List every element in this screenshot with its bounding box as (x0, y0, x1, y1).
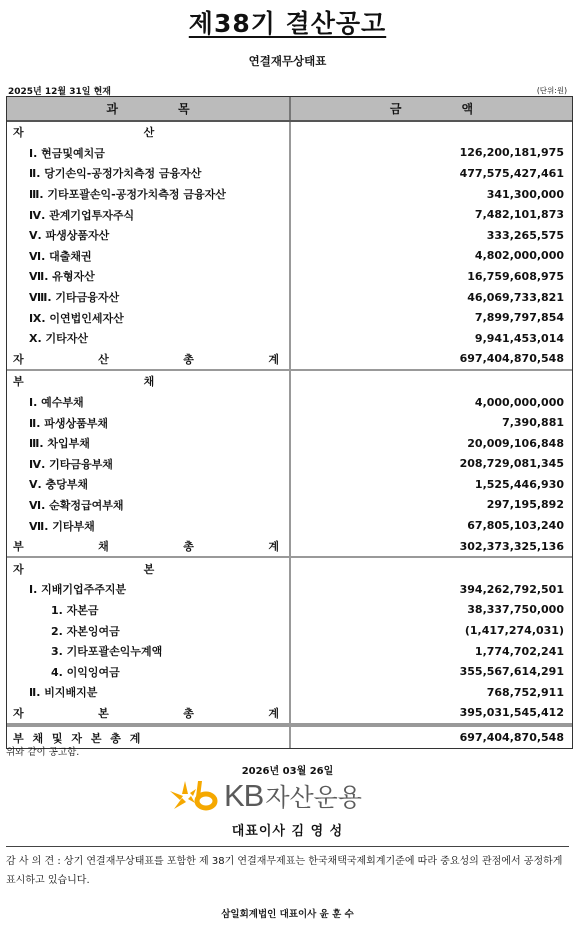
audit-opinion: 감 사 의 견 : 상기 연결재무상태표를 포함한 제 38기 연결재무제표는 한국채택국제회계기준에 따라 중요성의 관점에서 공정하게 표시하고 있습니다. (6, 856, 563, 886)
row-label: Ⅰ. 현금및예치금 (7, 143, 291, 164)
table-row (7, 307, 572, 328)
assets-heading-char: 산 (143, 126, 155, 140)
table-row (7, 287, 572, 308)
table-row (7, 412, 572, 433)
header-amount: 금액 (389, 102, 534, 116)
grand-total-row (7, 725, 572, 748)
auditor-signature: 삼일회계법인 대표이사 윤 훈 수 (221, 909, 354, 920)
row-amount: 7,390,881 (502, 416, 564, 430)
liabilities-total-char: 채 (98, 540, 109, 554)
kb-star-icon (168, 779, 220, 813)
row-amount: 16,759,608,975 (467, 269, 564, 283)
balance-sheet-table (6, 96, 573, 749)
assets-total-char: 산 (98, 352, 109, 366)
row-label: Ⅲ. 차입부채 (7, 433, 291, 454)
liabilities-heading-char: 부 (13, 375, 24, 389)
row-label: Ⅷ. 기타금융자산 (7, 287, 291, 308)
notice-text: 위와 같이 공고함. (6, 747, 80, 758)
header-item: 과목 (7, 97, 291, 120)
equity-heading (7, 558, 291, 579)
table-row (7, 600, 572, 621)
row-label: 2. 자본잉여금 (7, 620, 291, 641)
assets-total-label (7, 349, 291, 370)
assets-total-row (7, 349, 572, 370)
logo-kb-text: KB (224, 778, 264, 813)
row-label: Ⅱ. 파생상품부채 (7, 412, 291, 433)
table-header (7, 97, 572, 122)
table-row (7, 266, 572, 287)
row-label: Ⅴ. 충당부채 (7, 474, 291, 495)
grand-total-amount: 697,404,870,548 (459, 731, 564, 745)
logo-company-text: 자산운용 (265, 783, 362, 812)
row-amount: 208,729,081,345 (459, 457, 564, 471)
table-row (7, 495, 572, 516)
row-label: 3. 기타포괄손익누계액 (7, 641, 291, 662)
table-row (7, 225, 572, 246)
row-label: Ⅵ. 순확정급여부채 (7, 495, 291, 516)
row-label: Ⅸ. 이연법인세자산 (7, 307, 291, 328)
row-label: Ⅶ. 기타부채 (7, 515, 291, 536)
row-label: Ⅲ. 기타포괄손익-공정가치측정 금융자산 (7, 184, 291, 205)
kb-logo (168, 776, 408, 816)
statement-title: 연결재무상태표 (248, 54, 327, 68)
table-row (7, 515, 572, 536)
row-label: Ⅰ. 예수부채 (7, 392, 291, 413)
row-label: Ⅹ. 기타자산 (7, 328, 291, 349)
table-row (7, 682, 572, 703)
table-row (7, 392, 572, 413)
row-label: 4. 이익잉여금 (7, 661, 291, 682)
table-row (7, 184, 572, 205)
row-amount: (1,417,274,031) (464, 624, 564, 638)
row-label: Ⅱ. 당기손익-공정가치측정 금융자산 (7, 163, 291, 184)
row-amount: 126,200,181,975 (459, 146, 564, 160)
table-row (7, 661, 572, 682)
assets-total-char: 자 (13, 352, 24, 366)
row-amount: 297,195,892 (486, 498, 564, 512)
row-label: Ⅶ. 유형자산 (7, 266, 291, 287)
row-amount: 341,300,000 (486, 187, 564, 201)
liabilities-heading (7, 371, 291, 392)
row-amount: 7,899,797,854 (474, 311, 564, 325)
equity-section (7, 558, 572, 725)
row-label: Ⅵ. 대출채권 (7, 246, 291, 267)
row-amount: 7,482,101,873 (474, 208, 564, 222)
liabilities-total-char: 총 (183, 540, 194, 554)
table-row (7, 474, 572, 495)
table-row (7, 641, 572, 662)
table-row (7, 433, 572, 454)
table-row (7, 328, 572, 349)
row-amount: 768,752,911 (486, 685, 564, 699)
row-amount: 333,265,575 (486, 228, 564, 242)
table-row (7, 204, 572, 225)
equity-heading-char: 본 (143, 562, 155, 576)
liabilities-total-label (7, 536, 291, 557)
grand-total-label: 부 채 및 자 본 총 계 (7, 727, 291, 748)
equity-heading-row (7, 558, 572, 579)
row-amount: 394,262,792,501 (459, 582, 564, 596)
row-amount: 9,941,453,014 (474, 331, 564, 345)
assets-section (7, 122, 572, 371)
liabilities-heading-row (7, 371, 572, 392)
equity-total-char: 계 (268, 706, 279, 720)
row-label: Ⅱ. 비지배지분 (7, 682, 291, 703)
as-of-date: 2025년 12월 31일 현재 (8, 87, 111, 97)
row-amount: 38,337,750,000 (467, 603, 564, 617)
assets-total-char: 총 (183, 352, 194, 366)
ceo-name: 대표이사 김 영 성 (231, 824, 344, 839)
equity-total-char: 본 (98, 706, 109, 720)
row-label: Ⅳ. 관계기업투자주식 (7, 204, 291, 225)
equity-total-label (7, 703, 291, 724)
row-amount: 46,069,733,821 (467, 290, 564, 304)
row-amount: 67,805,103,240 (467, 519, 564, 533)
notice-title: 제38기 결산공고 (188, 9, 387, 38)
liabilities-section (7, 371, 572, 558)
liabilities-total-char: 계 (268, 540, 279, 554)
row-label: Ⅰ. 지배기업주주지분 (7, 579, 291, 600)
assets-heading (7, 122, 291, 143)
assets-heading-char: 자 (13, 126, 24, 140)
table-row (7, 620, 572, 641)
row-label: 1. 자본금 (7, 600, 291, 621)
table-row (7, 163, 572, 184)
assets-total-char: 계 (268, 352, 279, 366)
row-amount: 355,567,614,291 (459, 665, 564, 679)
row-amount: 20,009,106,848 (467, 436, 564, 450)
row-amount: 1,774,702,241 (474, 644, 564, 658)
liabilities-total-char: 부 (13, 540, 24, 554)
row-amount: 477,575,427,461 (459, 166, 564, 180)
liabilities-total-row (7, 536, 572, 557)
assets-heading-row (7, 122, 572, 143)
divider (6, 846, 569, 847)
publish-date: 2026년 03월 26일 (241, 766, 334, 777)
table-row (7, 579, 572, 600)
unit-label: (단위:원) (536, 86, 567, 95)
row-amount: 1,525,446,930 (474, 477, 564, 491)
row-amount: 4,000,000,000 (474, 395, 564, 409)
table-row (7, 143, 572, 164)
equity-total-char: 총 (183, 706, 194, 720)
equity-total-char: 자 (13, 706, 24, 720)
liabilities-heading-char: 채 (143, 375, 155, 389)
row-label: Ⅴ. 파생상품자산 (7, 225, 291, 246)
table-row (7, 246, 572, 267)
liabilities-total-amount: 302,373,325,136 (459, 539, 564, 553)
table-row (7, 454, 572, 475)
assets-total-amount: 697,404,870,548 (459, 352, 564, 366)
row-amount: 4,802,000,000 (474, 249, 564, 263)
equity-heading-char: 자 (13, 562, 24, 576)
equity-total-row (7, 703, 572, 724)
row-label: Ⅳ. 기타금융부채 (7, 454, 291, 475)
equity-total-amount: 395,031,545,412 (459, 706, 564, 720)
